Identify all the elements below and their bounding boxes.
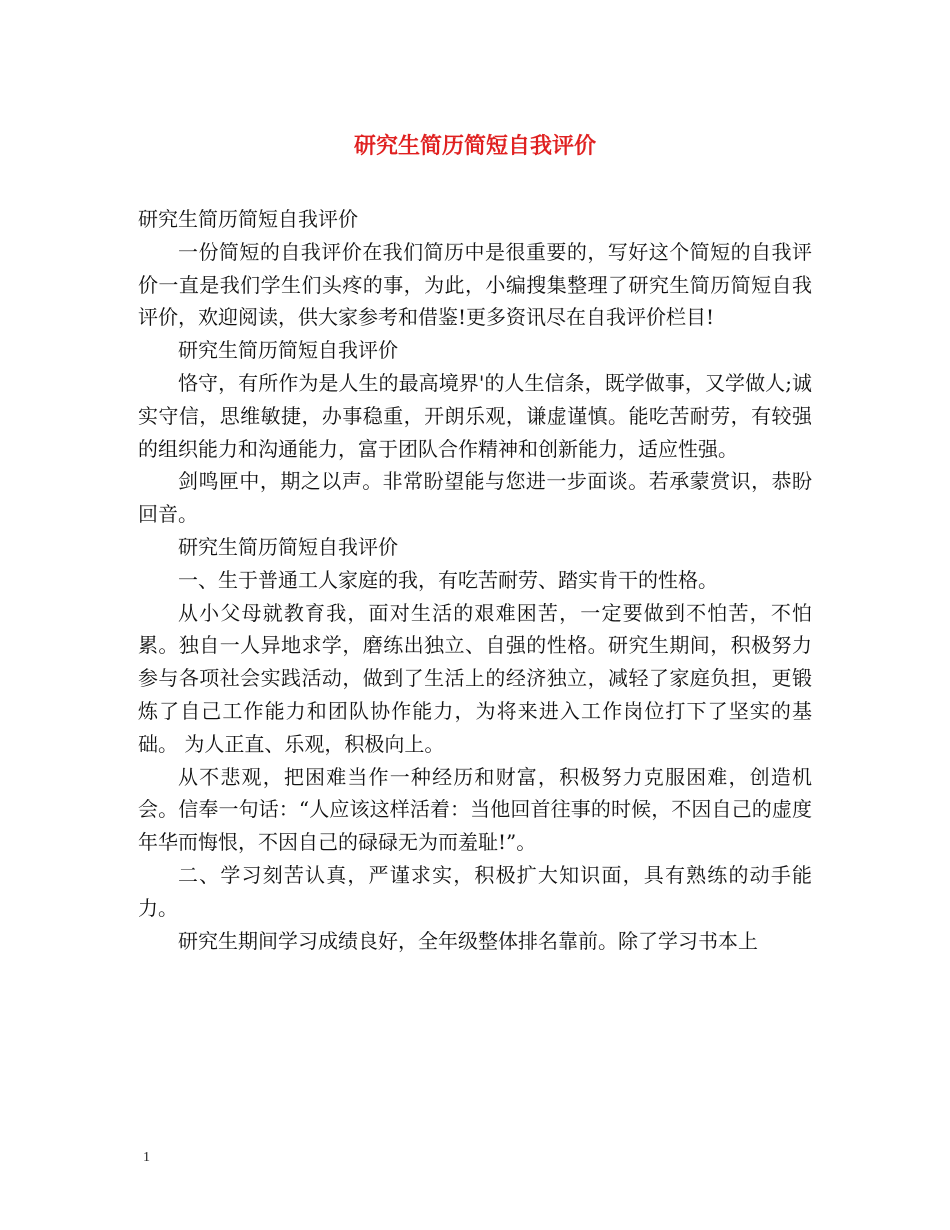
paragraph: 二、学习刻苦认真，严谨求实，积极扩大知识面，具有熟练的动手能力。 [138, 862, 812, 920]
paragraph: 研究生简历简短自我评价 [138, 207, 358, 231]
paragraph: 一、生于普通工人家庭的我，有吃苦耐劳、踏实肯干的性格。 [178, 567, 718, 592]
paragraph: 恪守，有所作为是人生的最高境界'的人生信条，既学做事，又学做人;诚实守信，思维敏捷，办事稳重，开朗乐观，谦虚谨慎。能吃苦耐劳，有较强的组织能力和沟通能力，富于团队合作精神和创新能力，适应性强。 [138, 370, 812, 461]
document-title: 研究生简历简短自我评价 [353, 133, 596, 159]
paragraph: 剑鸣匣中，期之以声。非常盼望能与您进一步面谈。若承蒙赏识，恭盼回音。 [138, 469, 812, 527]
paragraph: 研究生简历简短自我评价 [178, 338, 398, 363]
paragraph: 研究生简历简短自我评价 [178, 534, 398, 559]
paragraph: 一份简短的自我评价在我们简历中是很重要的，写好这个简短的自我评价一直是我们学生们头疼的事，为此，小编搜集整理了研究生简历简短自我评价，欢迎阅读，供大家参考和借鉴!更多资讯尽在自我评价栏目! [138, 239, 812, 330]
paragraph: 从小父母就教育我，面对生活的艰难困苦，一定要做到不怕苦，不怕累。独自一人异地求学，磨练出独立、自强的性格。研究生期间，积极努力参与各项社会实践活动，做到了生活上的经济独立，减轻了家庭负担，更锻炼了自己工作能力和团队协作能力，为将来进入工作岗位打下了坚实的基础。 为人正直、乐观，积极向上。 [138, 600, 812, 756]
document-body [138, 203, 812, 957]
page-number: 1 [143, 1150, 150, 1165]
paragraph: 从不悲观，把困难当作一种经历和财富，积极努力克服困难，创造机会。信奉一句话：“人应该这样活着：当他回首往事的时候，不因自己的虚度年华而悔恨，不因自己的碌碌无为而羞耻!”。 [138, 764, 812, 855]
paragraph: 研究生期间学习成绩良好，全年级整体排名靠前。除了学习书本上 [178, 928, 758, 953]
